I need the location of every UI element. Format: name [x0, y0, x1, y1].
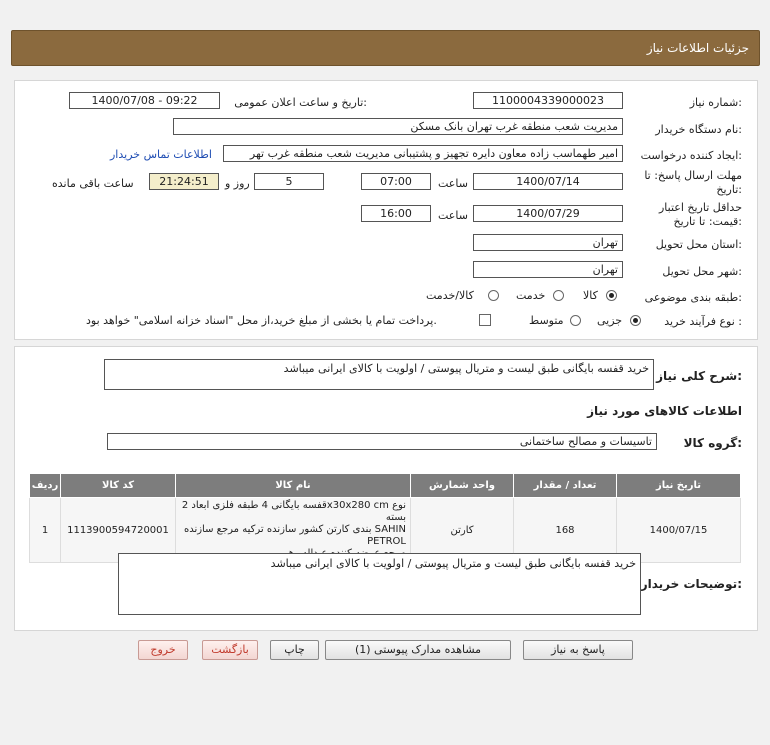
province-field: تهران: [473, 234, 623, 251]
summary-field: خرید قفسه بایگانی طبق لیست و متریال پیوستی / اولویت با کالای ایرانی میباشد: [104, 359, 654, 390]
summary-label: شرح کلی نیاز:: [656, 369, 742, 383]
validity-label: حداقل تاریخ اعتبار: [658, 201, 742, 214]
validity-time-field: 16:00: [361, 205, 431, 222]
page-title: جزئیات اطلاعات نیاز: [646, 41, 749, 55]
deadline-label-2: تاریخ:: [716, 183, 742, 196]
col-qty-header: تعداد / مقدار: [514, 474, 617, 498]
reply-button[interactable]: پاسخ به نیاز: [523, 640, 633, 660]
buyer-notes-field: خرید قفسه بایگانی طبق لیست و متریال پیوستی / اولویت با کالای ایرانی میباشد: [118, 553, 641, 615]
validity-label-2: قیمت: تا تاریخ:: [673, 215, 742, 228]
cell-code: 1113900594720001: [61, 498, 176, 563]
process-option-medium: متوسط: [529, 314, 564, 327]
col-unit-header: واحد شمارش: [411, 474, 514, 498]
creator-field: امیر طهماسب زاده معاون دایره تجهیز و پشتیبانی مدیریت شعب منطقه غرب تهر: [223, 145, 623, 162]
attachments-button[interactable]: مشاهده مدارک پیوستی (1): [325, 640, 511, 660]
remaining-time-field: 21:24:51: [149, 173, 219, 190]
cell-name-line-1: قفسه بایگانی 4 طبقه فلزی ابعاد 2x30x280 cm نوع بسته: [181, 500, 406, 523]
category-option-service: خدمت: [516, 289, 546, 302]
buyer-notes-label: توضیحات خریدار:: [640, 577, 742, 591]
process-radio-medium[interactable]: [570, 315, 581, 326]
back-button[interactable]: بازگشت: [202, 640, 258, 660]
process-label: نوع فرآیند خرید :: [664, 315, 742, 328]
province-label: استان محل تحویل:: [655, 238, 742, 251]
col-row-header: ردیف: [30, 474, 61, 498]
cell-date: 1400/07/15: [617, 498, 741, 563]
deadline-date-field: 1400/07/14: [473, 173, 623, 190]
category-radio-goods-service[interactable]: [488, 290, 499, 301]
city-field: تهران: [473, 261, 623, 278]
process-radio-minor[interactable]: [630, 315, 641, 326]
category-label: طبقه بندی موضوعی:: [644, 291, 742, 304]
cell-qty: 168: [514, 498, 617, 563]
category-option-goods-service: کالا/خدمت: [426, 289, 474, 302]
cell-unit: کارتن: [411, 498, 514, 563]
validity-time-label: ساعت: [438, 209, 468, 222]
buyer-field: مدیریت شعب منطقه غرب تهران بانک مسکن: [173, 118, 623, 135]
cell-row: 1: [30, 498, 61, 563]
goods-table: [29, 473, 741, 563]
days-label: روز و: [225, 177, 250, 190]
treasury-payment-note: پرداخت تمام یا بخشی از مبلغ خرید،از محل "اسناد خزانه اسلامی" خواهد بود.: [86, 314, 437, 327]
category-radio-goods[interactable]: [606, 290, 617, 301]
print-button[interactable]: چاپ: [270, 640, 319, 660]
buyer-contact-link[interactable]: اطلاعات تماس خریدار: [110, 148, 212, 161]
remaining-label: ساعت باقی مانده: [52, 177, 134, 190]
announce-field: 1400/07/08 - 09:22: [69, 92, 220, 109]
deadline-time-field: 07:00: [361, 173, 431, 190]
need-number-label: شماره نیاز:: [689, 96, 742, 109]
goods-group-label: گروه کالا:: [683, 436, 742, 450]
process-option-minor: جزیی: [597, 314, 623, 327]
page-header: [11, 30, 760, 66]
announce-label: تاریخ و ساعت اعلان عمومی:: [234, 96, 367, 109]
goods-group-field: تاسیسات و مصالح ساختمانی: [107, 433, 657, 450]
category-radio-service[interactable]: [553, 290, 564, 301]
city-label: شهر محل تحویل:: [662, 265, 742, 278]
treasury-payment-checkbox[interactable]: [479, 314, 491, 326]
deadline-label: مهلت ارسال پاسخ: تا: [644, 169, 742, 182]
cell-name-line-2: بندی کارتن کشور سازنده ترکیه مرجع سازنده SAHIN PETROL: [183, 524, 406, 547]
creator-label: ایجاد کننده درخواست:: [640, 149, 742, 162]
buyer-label: نام دستگاه خریدار:: [655, 123, 742, 136]
need-number-field: 1100004339000023: [473, 92, 623, 109]
col-date-header: تاریخ نیاز: [617, 474, 741, 498]
category-option-goods: کالا: [583, 289, 598, 302]
table-header-row: [30, 474, 741, 498]
days-field: 5: [254, 173, 324, 190]
goods-section-title: اطلاعات کالاهای مورد نیاز: [587, 404, 742, 418]
exit-button[interactable]: خروج: [138, 640, 188, 660]
deadline-time-label: ساعت: [438, 177, 468, 190]
validity-date-field: 1400/07/29: [473, 205, 623, 222]
col-name-header: نام کالا: [176, 474, 411, 498]
col-code-header: کد کالا: [61, 474, 176, 498]
